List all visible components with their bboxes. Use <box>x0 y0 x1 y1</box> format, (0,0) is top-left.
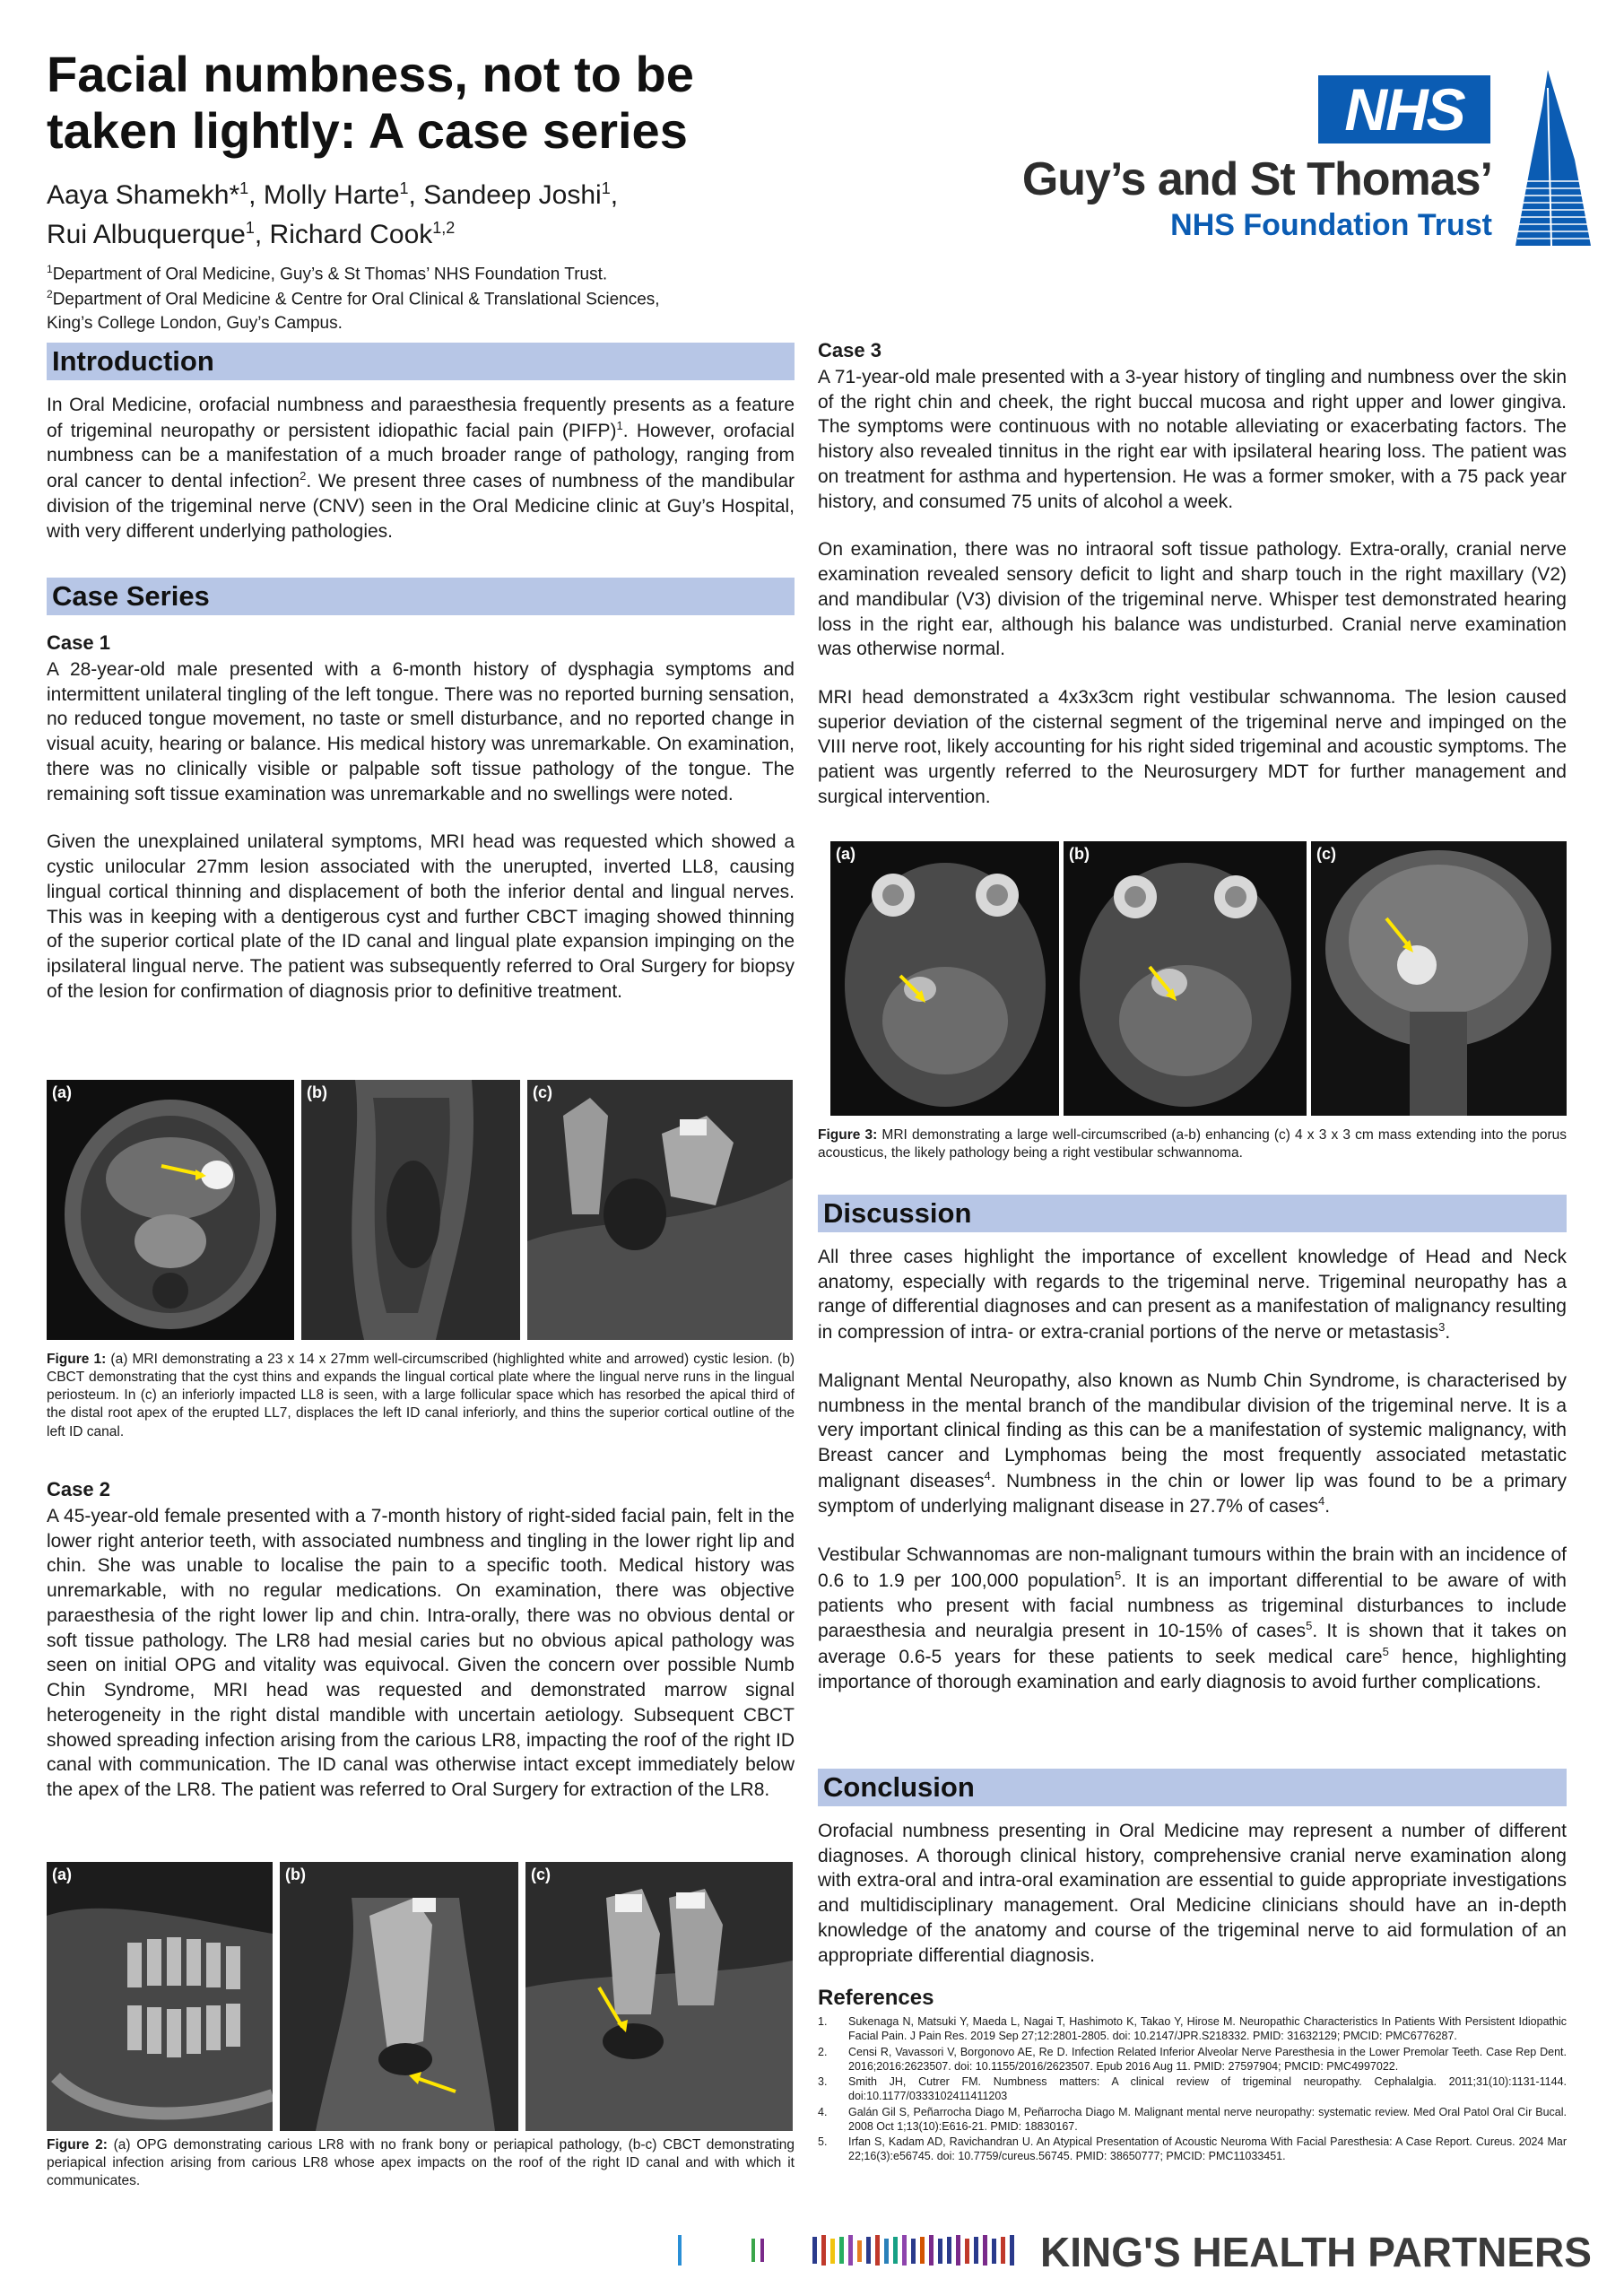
shard-building-icon <box>1512 70 1594 246</box>
panel-label: (b) <box>1069 845 1090 863</box>
nhs-logo: NHS <box>1318 75 1490 144</box>
figure2-panel-a <box>47 1862 273 2131</box>
figure2-panel-c <box>525 1862 793 2131</box>
figure1-caption: Figure 1: (a) MRI demonstrating a 23 x 14 x 27mm well-circumscribed (highlighted white and arrowed) cystic lesion. (b) CBCT demonstrating that the cyst thins and expands the lingual cortical plate where the lingual nerve runs in the lingual periosteum. In (c) an inferiorly impacted LL8 is seen, with a large follicular space which has resorbed the apical third of the distal root apex of the erupted LL7, displaces the left ID canal inferiorly, and thins the superior cortical outline of the left ID canal. <box>47 1352 795 1439</box>
title-line-2: taken lightly: A case series <box>47 101 688 159</box>
opg-image <box>47 1862 273 2131</box>
trust-subtitle: NHS Foundation Trust <box>1170 208 1492 242</box>
mri-axial-image <box>830 841 1059 1116</box>
panel-label: (c) <box>533 1083 552 1101</box>
panel-label: (a) <box>52 1866 72 1883</box>
author: Aaya Shamekh*$^1$, <box>47 179 264 210</box>
figure3-panel-a <box>830 841 1059 1116</box>
references-heading: References <box>818 1986 934 2010</box>
cbct-image <box>525 1862 793 2131</box>
reference-item: 3. Smith JH, Cutrer FM. Numbness matters: A clinical review of trigeminal neuropathy. Cephalalgia. 2011;31(10):1131-1144. doi:10.1177/0333102411411203 <box>818 2075 1567 2103</box>
case3-paragraph: MRI head demonstrated a 4x3x3cm right vestibular schwannoma. The lesion caused superior deviation of the cisternal segment of the trigeminal nerve and impinged on the VIII nerve root, likely accounting for his right sided trigeminal and acoustic symptoms. The patient was urgently referred to the Neurosurgery MDT for further management and surgical intervention. <box>818 686 1567 807</box>
discussion-text: All three cases highlight the importance of excellent knowledge of Head and Neck anatomy, especially with regards to the trigeminal nerve. Trigeminal neuropathy has a range of differential diagnoses and can present as a manifestation of malignancy resulting in compression of intra- or extra-cranial portions of the nerve or metastasis$^3$. Malignant Mental Neuropathy, also known as Numb Chin Syndrome, is characterised by numbness in the mental branch of the mandibular division of the trigeminal nerve. It is a very important clinical finding as this can be a manifestation of systemic malignancy, with Breast cancer and Lymphomas being the most frequently associated metastatic malignant diseases$^4$. Numbness in the chin or lower lip was found to be a primary symptom of underlying malignant disease in 27.7% of cases$^4$. Vestibular Schwannomas are non-malignant tumours within the brain with an incidence of 0.6 to 1.9 per 100,000 population$^5$. It is an important differential to be aware of with patients who present with facial numbness as trigeminal disturbances to include paraesthesia and neuralgia present in 10-15% of cases$^5$. It is shown that it takes on average 0.6-5 years for these patients to seek medical care$^5$ hence, highlighting importance of thorough examination and early diagnosis to avoid further complications. <box>818 1247 1568 1692</box>
reference-item: 1. Sukenaga N, Matsuki Y, Maeda L, Nagai T, Hashimoto K, Takao Y, Hirose M. Neuropathic Characteristics In Patients With Persistent Idiopathic Facial Pain. J Pain Res. 2019 Sep 27;12:2801-2805. doi: 10.2147/JPR.S218332. PMID: 31632129; PMCID: PMC6776287. <box>818 2015 1567 2043</box>
cbct-image <box>527 1080 793 1340</box>
reference-item: 4. Galán Gil S, Peñarrocha Diago M, Peñarrocha Diago M. Malignant mental nerve neuropathy: systematic review. Med Oral Patol Oral Cir Bucal. 2008 Oct 1;13(10):E616-21. PMID: 18830167. <box>818 2105 1567 2133</box>
author: Molly Harte$^1$, <box>263 179 424 210</box>
affiliations <box>47 262 836 335</box>
poster-title <box>47 47 836 159</box>
figure3-caption: Figure 3: MRI demonstrating a large well-circumscribed (a-b) enhancing (c) 4 x 3 x 3 cm mass extending into the porus acousticus, the likely pathology being a right vestibular schwannoma. <box>818 1127 1568 1161</box>
figure2-panel-b <box>280 1862 518 2131</box>
kings-health-partners-logo-icon <box>678 2228 1028 2273</box>
case1-paragraph: A 28-year-old male presented with a 6-month history of dysphagia symptoms and intermittent unilateral tingling of the left tongue. There was no reported burning sensation, no reduced tongue movement, no taste or smell disturbance, and no reported change in visual acuity, hearing or balance. His medical history was unremarkable. On examination, there was no clinically visible or palpable soft tissue pathology of the tongue. The remaining soft tissue examination was unremarkable and no swellings were noted. <box>47 659 795 804</box>
figure1-panel-c <box>527 1080 793 1340</box>
case1-paragraph: Given the unexplained unilateral symptoms, MRI head was requested which showed a cystic unilocular 27mm lesion associated with the unerupted, inverted LL8, causing lingual cortical thinning and displacement of both the inferior dental and lingual nerves. This was in keeping with a dentigerous cyst and further CBCT imaging showed thinning of the superior cortical plate of the ID canal and lingual plate expansion impinging on the ipsilateral lingual nerve. The patient was subsequently referred to Oral Surgery for biopsy of the lesion for confirmation of diagnosis prior to definitive treatment. <box>47 831 795 1002</box>
panel-label: (a) <box>52 1083 72 1101</box>
figure3-panel-c <box>1311 841 1567 1116</box>
discussion-heading: Discussion <box>818 1195 1567 1232</box>
kings-health-partners-text: KING'S HEALTH PARTNERS <box>1040 2229 1592 2275</box>
author-list <box>47 176 836 254</box>
introduction-heading: Introduction <box>47 343 795 380</box>
panel-label: (c) <box>1316 845 1336 863</box>
case-series-heading: Case Series <box>47 578 795 615</box>
case3-paragraph: A 71-year-old male presented with a 3-year history of tingling and numbness over the skin of the right chin and cheek, the right buccal mucosa and right upper and lower gingiva. The symptoms were continuous with no notable alleviating or exacerbating factors. The history also revealed tinnitus in the right ear with ipsilateral hearing loss. The patient was on treatment for asthma and hypertension. He was a former smoker, with a 75 pack year history, and consumed 75 units of alcohol a week. <box>818 367 1567 512</box>
mri-axial-image <box>1064 841 1307 1116</box>
conclusion-text: Orofacial numbness presenting in Oral Medicine may represent a number of different diagnoses. A thorough clinical history, comprehensive cranial nerve examination along with extra-oral and intra-oral examination are essential to guide appropriate investigations and multidisciplinary management. Oral Medicine clinicians should have an in-depth knowledge of the anatomy and course of the trigeminal nerve to aid formulation of an appropriate differential diagnosis. <box>818 1821 1567 1966</box>
affiliation: $^2$Department of Oral Medicine & Centre for Oral Clinical & Translational Sciences, <box>47 287 660 309</box>
panel-label: (a) <box>836 845 855 863</box>
case2-text <box>47 1476 795 1803</box>
introduction-text: In Oral Medicine, orofacial numbness and paraesthesia frequently presents as a feature of trigeminal neuropathy or persistent idiopathic facial pain (PIFP)$^1$. However, orofacial numbness can be a manifestation of a much broader range of pathology, ranging from oral cancer to dental infection$^2$. We present three cases of numbness of the mandibular division of the trigeminal nerve (CNV) seen in the Oral Medicine clinic at Guy’s Hospital, with very different underlying pathologies. <box>47 395 795 542</box>
case1-title: Case 1 <box>47 631 110 654</box>
panel-label: (b) <box>307 1083 327 1101</box>
case3-title: Case 3 <box>818 339 881 361</box>
cbct-image <box>301 1080 520 1340</box>
references-section <box>818 1986 1567 2165</box>
reference-item: 5. Irfan S, Kadam AD, Ravichandran U. An Atypical Presentation of Acoustic Neuroma With Facial Paresthesia: A Case Report. Cureus. 2024 Mar 22;16(3):e56745. doi: 10.7759/cureus.56745. PMID: 38650777; PMCID: PMC11033451. <box>818 2135 1567 2163</box>
affiliation: $^1$Department of Oral Medicine, Guy’s & St Thomas’ NHS Foundation Trust. <box>47 263 608 284</box>
title-line-1: Facial numbness, not to be <box>47 46 694 102</box>
mri-coronal-image <box>1311 841 1567 1116</box>
case3-text <box>818 337 1567 810</box>
reference-item: 2. Censi R, Vavassori V, Borgonovo AE, Re D. Infection Related Inferior Alveolar Nerve Paresthesia in the Lower Premolar Teeth. Case Rep Dent. 2016;2016:2623507. doi: 10.1155/2016/2623507. Epub 2016 Aug 11. PMID: 27597904; PMCID: PMC4997022. <box>818 2045 1567 2073</box>
conclusion-heading: Conclusion <box>818 1769 1567 1806</box>
author: Sandeep Joshi$^1$, <box>423 179 619 210</box>
figure1-panel-b <box>301 1080 520 1340</box>
case3-paragraph: On examination, there was no intraoral soft tissue pathology. Extra-orally, cranial nerve examination revealed sensory deficit to light and sharp touch in the right maxillary (V2) and mandibular (V3) division of the trigeminal nerve. Whisper test demonstrated hearing loss in the right ear, although his balance was undisturbed. Cranial nerve examination was otherwise normal. <box>818 539 1567 660</box>
cbct-image <box>280 1862 518 2131</box>
panel-label: (b) <box>285 1866 306 1883</box>
panel-label: (c) <box>531 1866 551 1883</box>
case2-paragraph: A 45-year-old female presented with a 7-month history of right-sided facial pain, felt in the lower right anterior teeth, with associated numbness and tingling in the lower right lip and chin. She was unable to localise the pain to a specific tooth. Medical history was unremarkable, with no regular medications. On examination, there was objective paraesthesia of the right lower lip and chin. Intra-orally, there was no obvious dental or soft tissue pathology. The LR8 had mesial caries but no obvious apical pathology was seen on initial OPG and vitality was equivocal. Given the concern over possible Numb Chin Syndrome, MRI head was requested and demonstrated marrow signal heterogeneity in the right distal mandible with uncertain aetiology. Subsequent CBCT showed spreading infection arising from the carious LR8, impacting the roof of the right ID canal with communication. The ID canal was otherwise intact except immediately below the apex of the LR8. The patient was referred to Oral Surgery for extraction of the LR8. <box>47 1506 795 1800</box>
author: Richard Cook$^{1,2}$ <box>269 218 456 249</box>
case1-text <box>47 630 795 1004</box>
figure2-caption: Figure 2: (a) OPG demonstrating carious LR8 with no frank bony or periapical pathology, (b-c) CBCT demonstrating periapical infection arising from carious LR8 whose apex impacts on the roof of the right ID canal and with which it communicates. <box>47 2137 795 2189</box>
figure1-panel-a <box>47 1080 294 1340</box>
figure3-panel-b <box>1064 841 1307 1116</box>
affiliation: King’s College London, Guy’s Campus. <box>47 313 343 333</box>
trust-name: Guy’s and St Thomas’ <box>1021 153 1492 205</box>
mri-axial-image <box>47 1080 294 1340</box>
author: Rui Albuquerque$^1$, <box>47 218 270 249</box>
case2-title: Case 2 <box>47 1478 110 1500</box>
